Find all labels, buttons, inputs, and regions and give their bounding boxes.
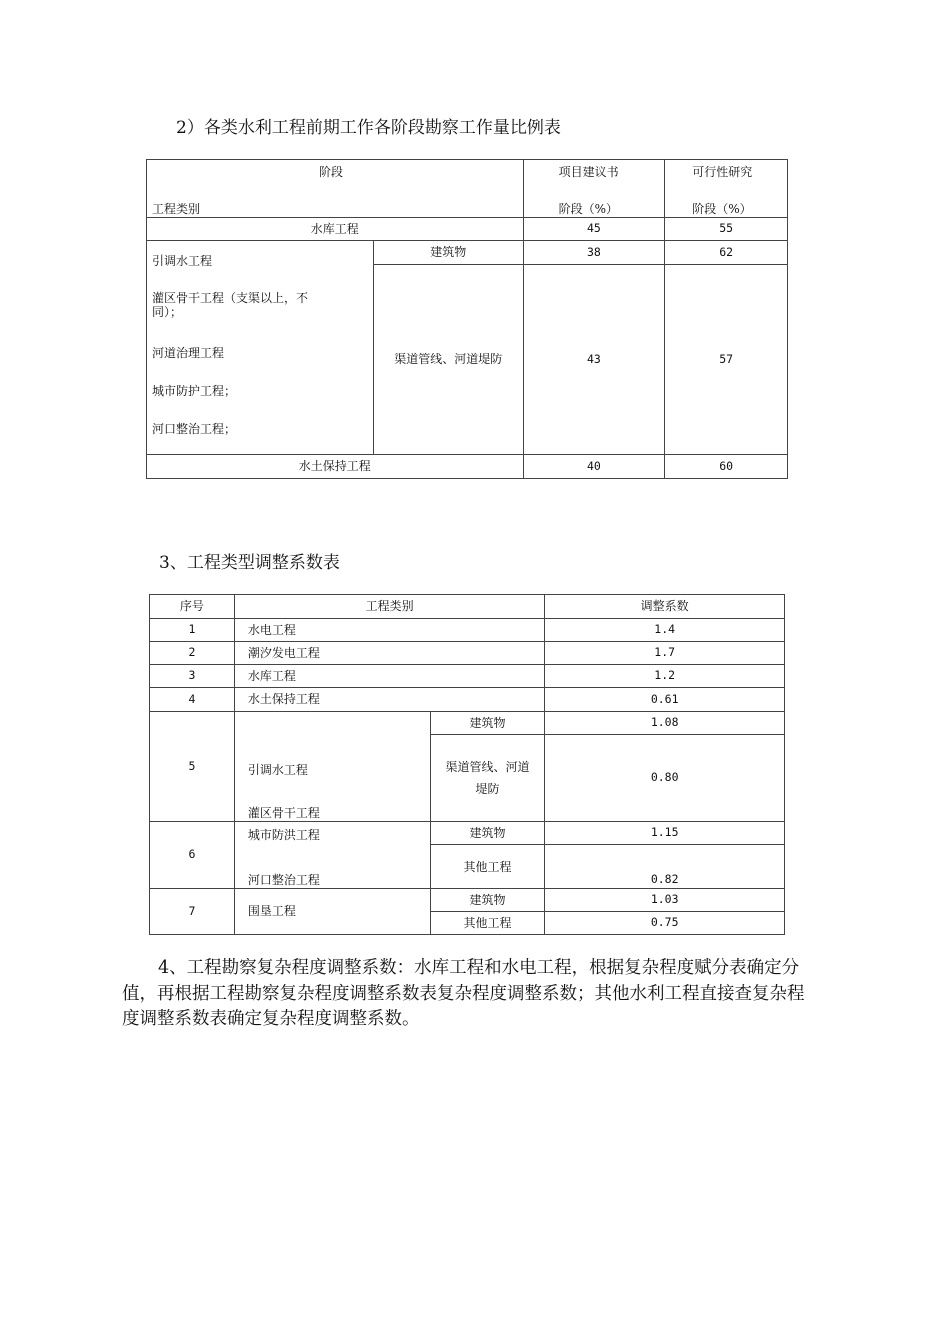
table-row [150, 642, 785, 665]
building-name: 建筑物 [373, 241, 523, 265]
header-feasibility-top: 可行性研究 [692, 165, 753, 179]
complexity-paragraph: 4、工程勘察复杂程度调整系数：水库工程和水电工程，根据复杂程度赋分表确定分值，再根据工程勘察复杂程度调整系数表复杂程度调整系数；其他水利工程直接查复杂程度调整系数表确定复杂程度调整系数。 [122, 958, 805, 1029]
row7-sub2: 其他工程 [430, 912, 545, 935]
row5-coef1: 1.08 [545, 712, 785, 735]
row5-no: 5 [150, 712, 235, 822]
building-proposal: 38 [523, 241, 665, 265]
project-group-item: 城市防护工程； [152, 384, 237, 398]
project-group-item: 河口整治工程； [152, 422, 237, 436]
header-proposal-cell [523, 160, 665, 218]
table-row [150, 822, 785, 845]
table1-title: 2）各类水利工程前期工作各阶段勘察工作量比例表 [176, 118, 561, 138]
row-name: 潮汐发电工程 [234, 642, 545, 665]
type-coefficient-table [149, 594, 785, 935]
project-group-cell [147, 241, 374, 455]
soil-name: 水土保持工程 [147, 455, 524, 479]
row-name: 水库工程 [234, 665, 545, 688]
header-proposal-top: 项目建议书 [558, 165, 619, 179]
header-category-label: 工程类别 [152, 201, 201, 216]
table-header-row [147, 160, 788, 218]
soil-feasibility: 60 [665, 455, 788, 479]
row7-name: 围垦工程 [234, 889, 430, 935]
project-group-item: 引调水工程 [152, 254, 213, 268]
row-name: 水电工程 [234, 619, 545, 642]
project-group-item: 灌区骨干工程（支渠以上，不同）； [152, 291, 309, 319]
row-coef: 1.7 [545, 642, 785, 665]
reservoir-name: 水库工程 [147, 218, 524, 241]
channel-proposal: 43 [523, 265, 665, 455]
row6-coef2: 0.82 [545, 845, 785, 889]
soil-proposal: 40 [523, 455, 665, 479]
row6-no: 6 [150, 822, 235, 889]
row-coef: 1.4 [545, 619, 785, 642]
row5-sub1: 建筑物 [430, 712, 545, 735]
table-row [150, 665, 785, 688]
row6-name-b: 河口整治工程 [247, 872, 320, 887]
row7-sub1: 建筑物 [430, 889, 545, 912]
row6-sub2: 其他工程 [430, 845, 545, 889]
table-row [147, 218, 788, 241]
row5-coef2: 0.80 [545, 735, 785, 822]
table-row [147, 241, 788, 265]
table-row [150, 889, 785, 912]
building-feasibility: 62 [665, 241, 788, 265]
table-row [150, 688, 785, 712]
row6-coef1: 1.15 [545, 822, 785, 845]
table-header-row [150, 595, 785, 619]
row-no: 2 [150, 642, 235, 665]
header-feasibility-cell [665, 160, 788, 218]
table-row [150, 712, 785, 735]
header-stage-category-cell [147, 160, 524, 218]
row5-name-b: 灌区骨干工程 [247, 805, 320, 820]
row6-names [234, 822, 430, 889]
row6-name-a: 城市防洪工程 [247, 828, 320, 842]
row5-names [234, 712, 430, 822]
row-coef: 0.61 [545, 688, 785, 712]
row-no: 1 [150, 619, 235, 642]
project-group-item: 河道治理工程 [152, 346, 225, 360]
row5-name-a: 引调水工程 [247, 763, 308, 777]
row5-sub2 [430, 735, 545, 822]
channel-name: 渠道管线、河道堤防 [373, 265, 523, 455]
row7-no: 7 [150, 889, 235, 935]
row7-coef1: 1.03 [545, 889, 785, 912]
header-coef: 调整系数 [545, 595, 785, 619]
reservoir-feasibility: 55 [665, 218, 788, 241]
header-stage-label: 阶段 [319, 165, 344, 179]
row5-sub2-line: 堤防 [475, 782, 500, 796]
row5-sub2-line: 渠道管线、河道 [445, 760, 530, 774]
table-row [147, 455, 788, 479]
row7-coef2: 0.75 [545, 912, 785, 935]
header-no: 序号 [150, 595, 235, 619]
reservoir-proposal: 45 [523, 218, 665, 241]
row-no: 4 [150, 688, 235, 712]
row-coef: 1.2 [545, 665, 785, 688]
channel-feasibility: 57 [665, 265, 788, 455]
row6-sub1: 建筑物 [430, 822, 545, 845]
row-name: 水土保持工程 [234, 688, 545, 712]
header-feasibility-bottom: 阶段（%） [692, 201, 752, 216]
row-no: 3 [150, 665, 235, 688]
survey-ratio-table [146, 159, 788, 479]
header-proposal-bottom: 阶段（%） [558, 201, 618, 216]
table2-title: 3、工程类型调整系数表 [159, 553, 340, 573]
table-row [150, 619, 785, 642]
header-category: 工程类别 [234, 595, 545, 619]
